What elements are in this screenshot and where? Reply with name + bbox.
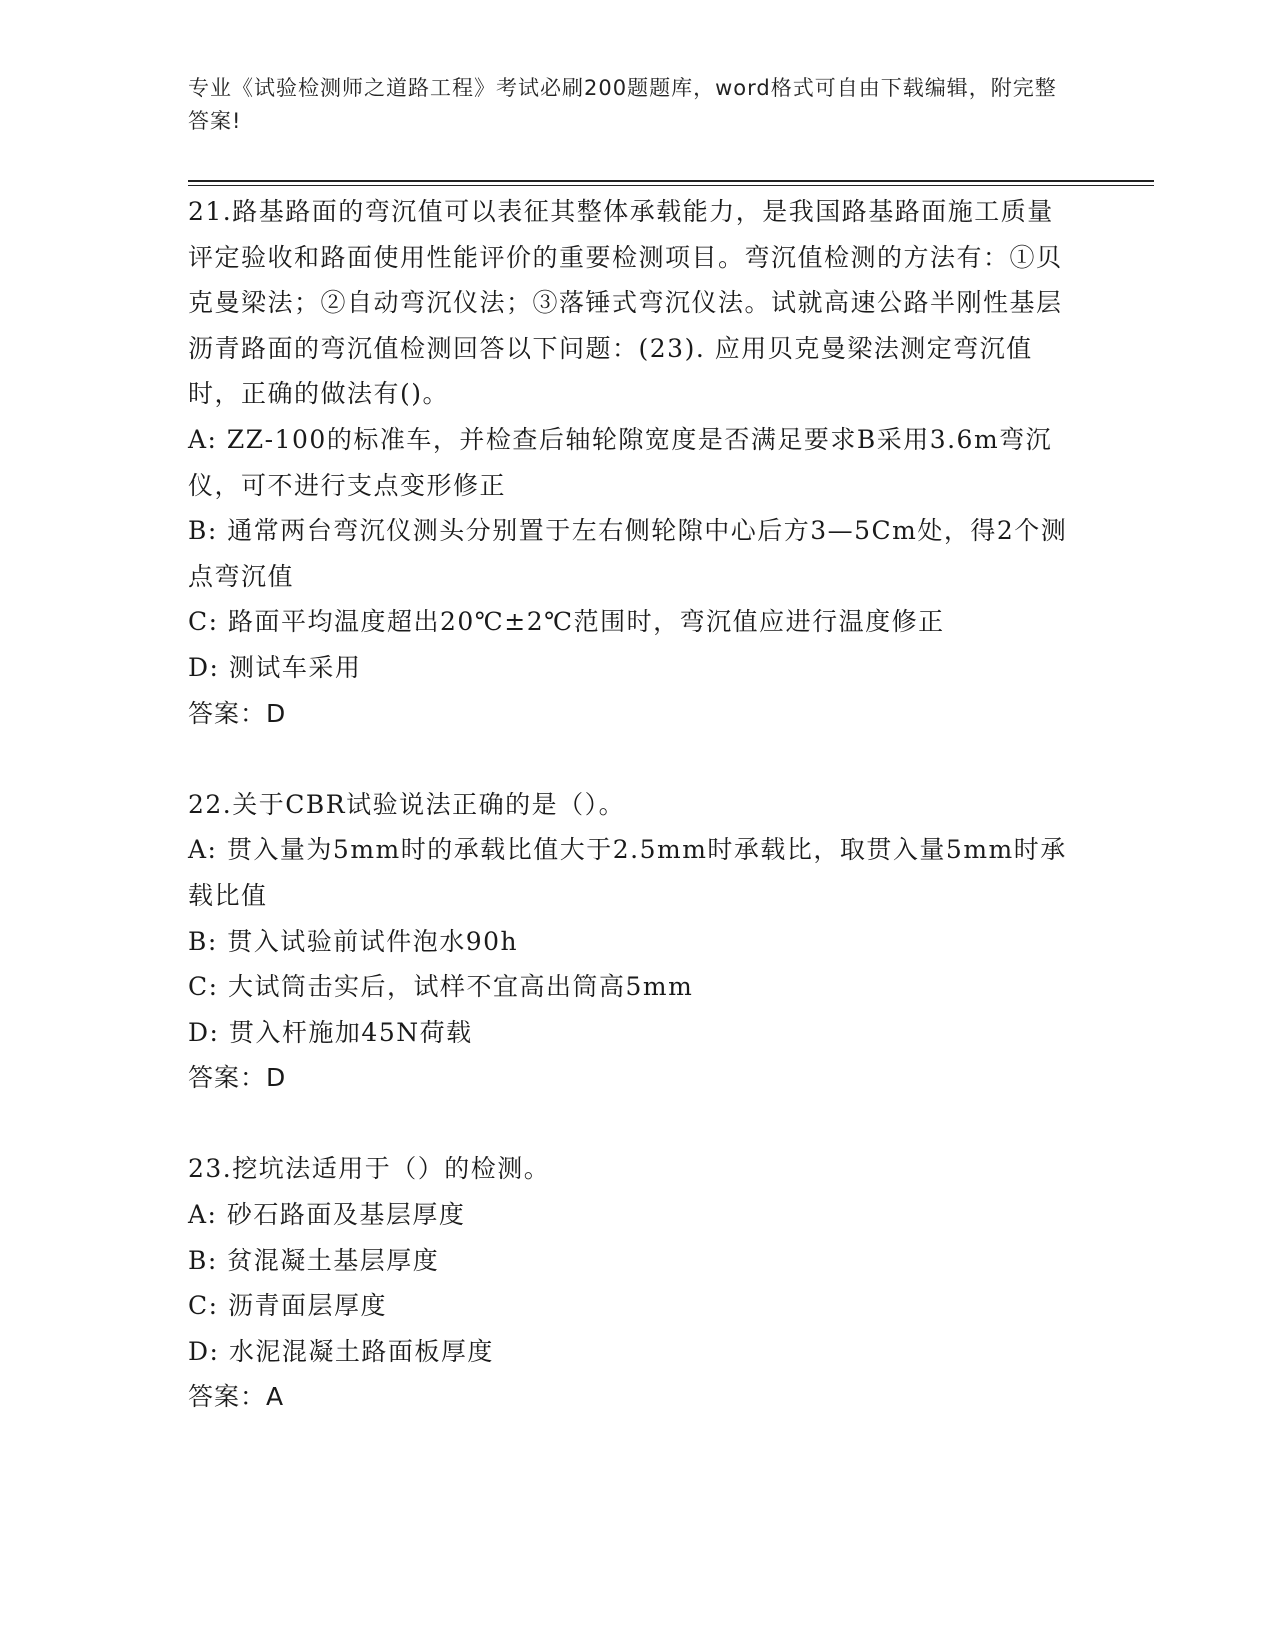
question-list — [188, 189, 1078, 1420]
answer: 答案：D — [188, 698, 287, 728]
option-d: D: 贯入杆施加45N荷载 — [188, 1017, 473, 1047]
question-spacer — [188, 1101, 1078, 1147]
question-21 — [188, 189, 1078, 736]
option-c: C: 大试筒击实后，试样不宜高出筒高5mm — [188, 972, 694, 1002]
document-header: 专业《试验检测师之道路工程》考试必刷200题题库，word格式可自由下载编辑，附完整答案! — [188, 76, 1057, 133]
question-22 — [188, 782, 1078, 1101]
option-a: A: 贯入量为5mm时的承载比值大于2.5mm时承载比，取贯入量5mm时承载比值 — [188, 835, 1067, 910]
answer: 答案：D — [188, 1063, 287, 1093]
option-d: D: 水泥混凝土路面板厚度 — [188, 1336, 494, 1366]
option-c: C: 路面平均温度超出20℃±2℃范围时，弯沉值应进行温度修正 — [188, 607, 945, 637]
option-a: A: ZZ-100的标准车，并检查后轴轮隙宽度是否满足要求B采用3.6m弯沉仪，可不进行支点变形修正 — [188, 424, 1053, 500]
header-divider-thick — [188, 180, 1154, 182]
question-spacer — [188, 736, 1078, 782]
option-d: D: 测试车采用 — [188, 652, 362, 682]
question-stem: 21.路基路面的弯沉值可以表征其整体承载能力，是我国路基路面施工质量评定验收和路面使用性能评价的重要检测项目。弯沉值检测的方法有：①贝克曼梁法；②自动弯沉仪法；③落锤式弯沉仪法。试就高速公路半刚性基层沥青路面的弯沉值检测回答以下问题：(23). 应用贝克曼梁法测定弯沉值时，正确的做法有()。 — [188, 197, 1063, 409]
option-a: A: 砂石路面及基层厚度 — [188, 1200, 466, 1230]
question-23 — [188, 1146, 1078, 1420]
question-stem: 22.关于CBR试验说法正确的是（）。 — [188, 789, 626, 819]
question-stem: 23.挖坑法适用于（）的检测。 — [188, 1154, 551, 1184]
header-divider-thin — [188, 185, 1154, 186]
option-b: B: 通常两台弯沉仪测头分别置于左右侧轮隙中心后方3—5Cm处，得2个测点弯沉值 — [188, 516, 1068, 591]
option-b: B: 贯入试验前试件泡水90h — [188, 926, 519, 956]
option-c: C: 沥青面层厚度 — [188, 1291, 387, 1321]
option-b: B: 贫混凝土基层厚度 — [188, 1245, 440, 1275]
answer: 答案：A — [188, 1382, 285, 1412]
